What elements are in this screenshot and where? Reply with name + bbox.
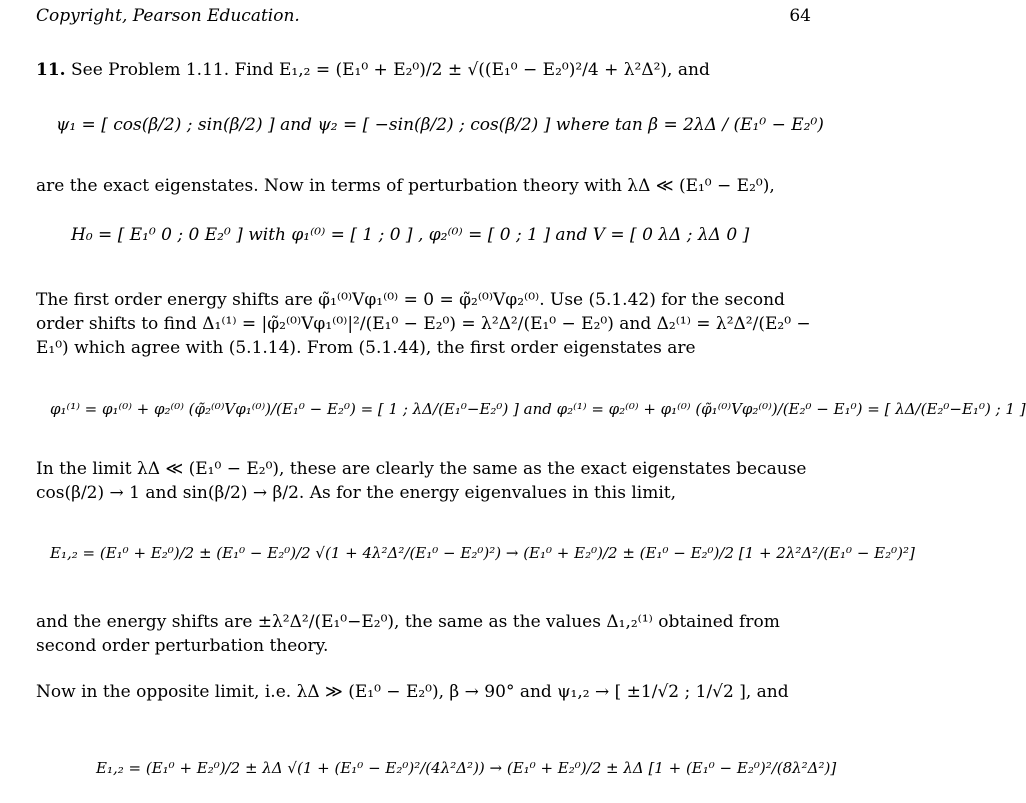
equation-e12-large-limit <box>36 745 837 795</box>
equation-e12-small-limit <box>36 530 915 580</box>
equation-phi-text: φ₁⁽¹⁾ = φ₁⁽⁰⁾ + φ₂⁽⁰⁾ (φ̃₂⁽⁰⁾Vφ₁⁽⁰⁾)/(E₁⁰ − E₂⁰) = [ 1 ; λΔ/(E₁⁰−E₂⁰) ] and φ₂⁽¹⁾ = φ₂⁽⁰⁾ + φ₁⁽⁰⁾ (φ̃₁⁽⁰⁾Vφ₂⁽⁰⁾)/(E₂⁰ − E₁⁰) = [ λΔ/(E₂⁰−E₁⁰) ; 1 ] <box>50 400 1026 418</box>
equation-phi <box>36 387 1026 437</box>
paragraph-2: are the exact eigenstates. Now in terms of perturbation theory with λΔ ≪ (E₁⁰ − E₂⁰), <box>36 176 775 196</box>
problem-text: See Problem 1.11. Find E₁,₂ = (E₁⁰ + E₂⁰)/2 ± √((E₁⁰ − E₂⁰)²/4 + λ²Δ²), and <box>70 60 710 80</box>
copyright-notice: Copyright, Pearson Education. <box>36 6 300 26</box>
problem-number: 11. <box>36 60 66 80</box>
paragraph-4: In the limit λΔ ≪ (E₁⁰ − E₂⁰), these are clearly the same as the exact eigenstates because cos(β/2) → 1 and sin(β/2) → β/2. As for the energy eigenvalues in this limit, <box>36 459 807 503</box>
paragraph-5: and the energy shifts are ±λ²Δ²/(E₁⁰−E₂⁰), the same as the values Δ₁,₂⁽¹⁾ obtained from second order perturbation theory. <box>36 612 780 656</box>
problem-statement-line <box>36 58 818 82</box>
equation-h0-text: H₀ = [ E₁⁰ 0 ; 0 E₂⁰ ] with φ₁⁽⁰⁾ = [ 1 ; 0 ] , φ₂⁽⁰⁾ = [ 0 ; 1 ] and V = [ 0 λΔ ; λΔ 0 ] <box>71 225 750 245</box>
equation-h0 <box>36 215 818 255</box>
equation-e12-small-limit-text: E₁,₂ = (E₁⁰ + E₂⁰)/2 ± (E₁⁰ − E₂⁰)/2 √(1 + 4λ²Δ²/(E₁⁰ − E₂⁰)²) → (E₁⁰ + E₂⁰)/2 ± (E₁⁰ − E₂⁰)/2 [1 + 2λ²Δ²/(E₁⁰ − E₂⁰)²] <box>50 544 915 562</box>
equation-e12-large-limit-text: E₁,₂ = (E₁⁰ + E₂⁰)/2 ± λΔ √(1 + (E₁⁰ − E₂⁰)²/(4λ²Δ²)) → (E₁⁰ + E₂⁰)/2 ± λΔ [1 + (E₁⁰ − E₂⁰)²/(8λ²Δ²)] <box>96 759 837 777</box>
page-header <box>36 6 811 32</box>
page-number: 64 <box>789 6 811 26</box>
paragraph-6: Now in the opposite limit, i.e. λΔ ≫ (E₁⁰ − E₂⁰), β → 90° and ψ₁,₂ → [ ±1/√2 ; 1/√2 ], and <box>36 682 789 702</box>
equation-psi <box>36 105 824 145</box>
equation-psi-text: ψ₁ = [ cos(β/2) ; sin(β/2) ] and ψ₂ = [ −sin(β/2) ; cos(β/2) ] where tan β = 2λΔ / (E₁⁰ − E₂⁰) <box>56 115 824 135</box>
paragraph-3: The first order energy shifts are φ̃₁⁽⁰⁾Vφ₁⁽⁰⁾ = 0 = φ̃₂⁽⁰⁾Vφ₂⁽⁰⁾. Use (5.1.42) for the second order shifts to find Δ₁⁽¹⁾ = |φ̃₂⁽⁰⁾Vφ₁⁽⁰⁾|²/(E₁⁰ − E₂⁰) = λ²Δ²/(E₁⁰ − E₂⁰) and Δ₂⁽¹⁾ = λ²Δ²/(E₂⁰ − E₁⁰) which agree with (5.1.14). From (5.1.44), the first order eigenstates are <box>36 290 811 358</box>
